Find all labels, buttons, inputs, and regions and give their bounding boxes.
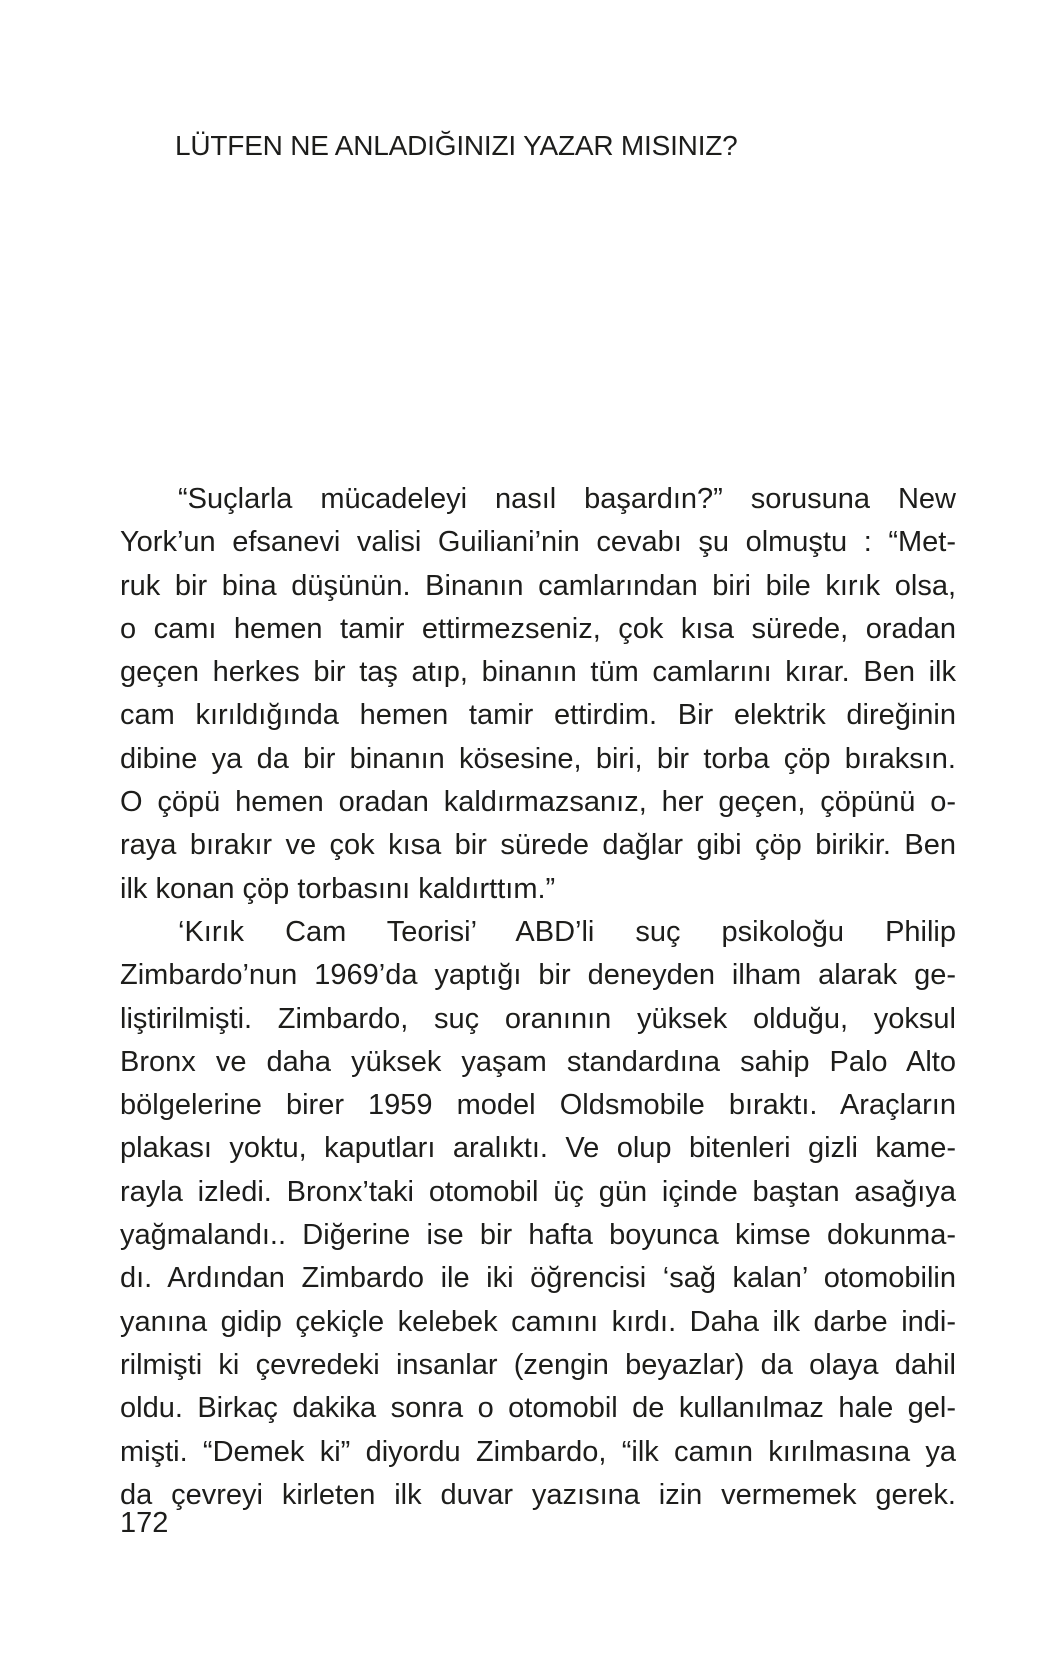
text-line: dibine ya da bir binanın kösesine, biri, bir torba çöp bıraksın. <box>120 742 956 775</box>
text-line: dı. Ardından Zimbardo ile iki öğrencisi ‘sağ kalan’ otomobilin <box>120 1262 956 1295</box>
paragraph-giuliani-quote <box>120 478 956 911</box>
text-line: yanına gidip çekiçle kelebek camını kırdı. Daha ilk darbe indi- <box>120 1305 956 1338</box>
page-heading: LÜTFEN NE ANLADIĞINIZI YAZAR MISINIZ? <box>175 130 738 161</box>
text-line: o camı hemen tamir ettirmezseniz, çok kısa sürede, oradan <box>120 612 956 645</box>
text-line: oldu. Birkaç dakika sonra o otomobil de kullanılmaz hale gel- <box>120 1392 956 1425</box>
text-line: York’un efsanevi valisi Guiliani’nin cevabı şu olmuştu : “Met- <box>120 526 956 559</box>
body-text <box>120 478 956 1517</box>
text-line: ‘Kırık Cam Teorisi’ ABD’li suç psikoloğu Philip <box>178 915 956 948</box>
text-line: plakası yoktu, kaputları aralıktı. Ve olup bitenleri gizli kame- <box>120 1132 956 1165</box>
text-line: bölgelerine birer 1959 model Oldsmobile bıraktı. Araçların <box>120 1089 956 1122</box>
text-line: mişti. “Demek ki” diyordu Zimbardo, “ilk camın kırılmasına ya <box>120 1435 956 1468</box>
text-line: liştirilmişti. Zimbardo, suç oranının yüksek olduğu, yoksul <box>120 1002 956 1035</box>
text-line: cam kırıldığında hemen tamir ettirdim. Bir elektrik direğinin <box>120 699 956 732</box>
text-line: raya bırakır ve çok kısa bir sürede dağlar gibi çöp birikir. Ben <box>120 829 956 862</box>
text-line: da çevreyi kirleten ilk duvar yazısına izin vermemek gerek. <box>120 1478 956 1511</box>
text-line: rilmişti ki çevredeki insanlar (zengin beyazlar) da olaya dahil <box>120 1348 956 1381</box>
paragraph-broken-windows-theory <box>120 911 956 1517</box>
text-line: geçen herkes bir taş atıp, binanın tüm camlarını kırar. Ben ilk <box>120 656 956 689</box>
text-line: rayla izledi. Bronx’taki otomobil üç gün içinde baştan asağıya <box>120 1175 956 1208</box>
text-line: ilk konan çöp torbasını kaldırttım.” <box>120 872 556 905</box>
text-line: “Suçlarla mücadeleyi nasıl başardın?” sorusuna New <box>178 483 956 515</box>
page-number: 172 <box>120 1507 169 1539</box>
text-line: Zimbardo’nun 1969’da yaptığı bir deneyden ilham alarak ge- <box>120 959 956 992</box>
text-line: Bronx ve daha yüksek yaşam standardına sahip Palo Alto <box>120 1045 956 1078</box>
text-line: yağmalandı.. Diğerine ise bir hafta boyunca kimse dokunma- <box>120 1219 956 1252</box>
text-line: O çöpü hemen oradan kaldırmazsanız, her geçen, çöpünü o- <box>120 786 956 819</box>
text-line: ruk bir bina düşünün. Binanın camlarından biri bile kırık olsa, <box>120 569 956 602</box>
